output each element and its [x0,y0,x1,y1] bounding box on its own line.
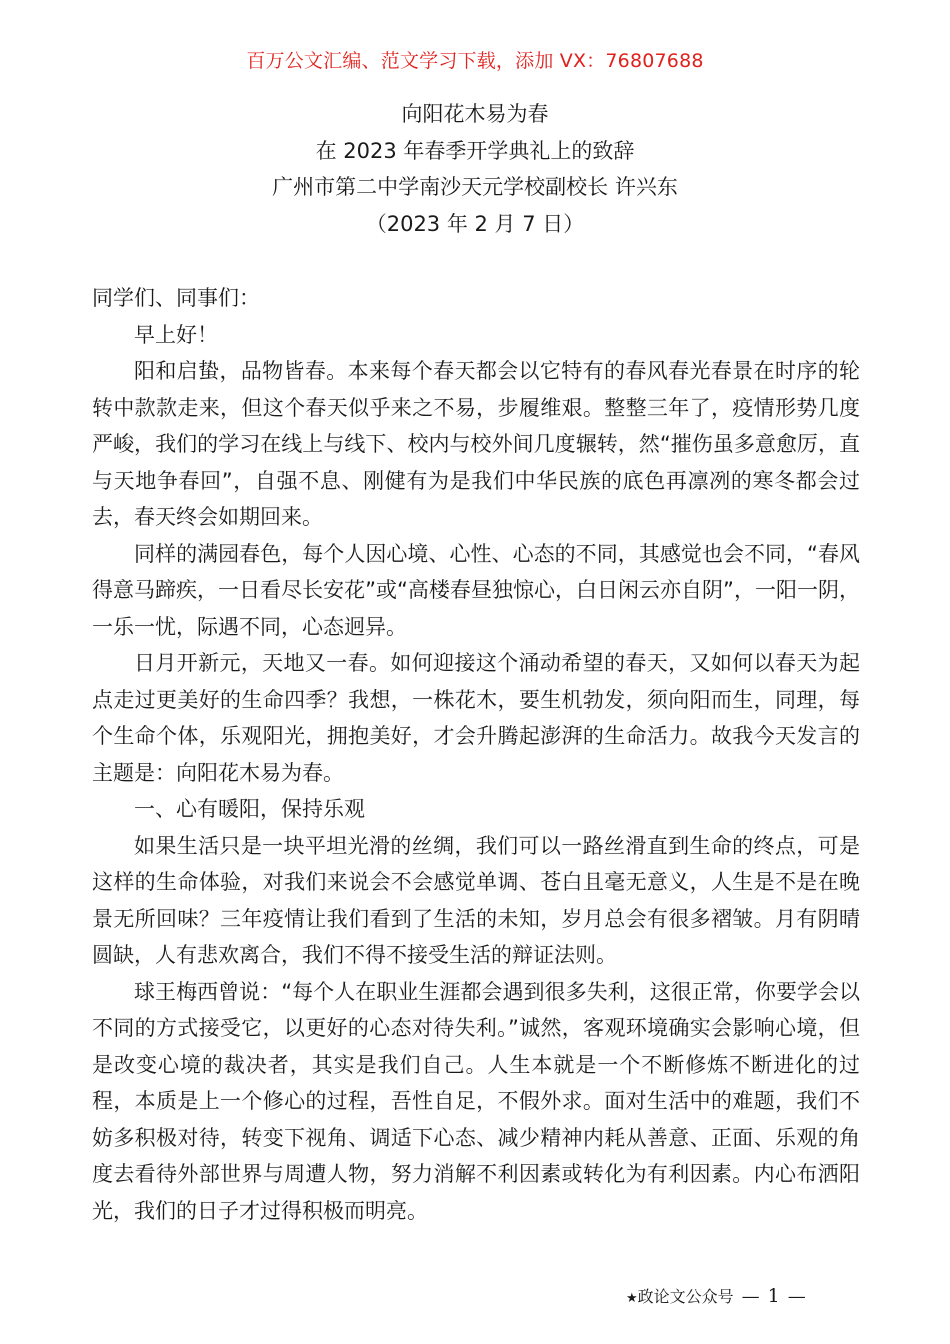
paragraph-1: 阳和启蛰，品物皆春。本来每个春天都会以它特有的春风春光春景在时序的轮转中款款走来，但这个春天似乎来之不易，步履维艰。整整三年了，疫情形势几度严峻，我们的学习在线上与线下、校内与校外间几度辗转，然“摧伤虽多意愈厉，直与天地争春回”，自强不息、刚健有为是我们中华民族的底色再凛冽的寒冬都会过去，春天终会如期回来。 [92,359,860,529]
footer-dash-left: — [741,1286,760,1307]
footer-dash-right: — [787,1286,806,1307]
star-icon: ★ [626,1291,638,1306]
paragraph-3: 日月开新元，天地又一春。如何迎接这个涌动希望的春天，又如何以春天为起点走过更美好的生命四季？我想，一株花木，要生机勃发，须向阳而生，同理，每个生命个体，乐观阳光，拥抱美好，才会升腾起澎湃的生命活力。故我今天发言的主题是：向阳花木易为春。 [92,651,860,785]
paragraph-2: 同样的满园春色，每个人因心境、心性、心态的不同，其感觉也会不同，“春风得意马蹄疾，一日看尽长安花”或“高楼春昼独惊心，白日闲云亦自阴”，一阳一阴，一乐一忧，际遇不同，心态迥异。 [92,541,860,639]
greeting: 早上好！ [134,322,218,347]
section-heading-1: 一、心有暖阳，保持乐观 [134,797,365,821]
page-footer [626,1284,814,1307]
speech-occasion: 在 2023 年春季开学典礼上的致辞 [315,138,635,163]
page-number: 1 [767,1285,780,1307]
speaker-line: 广州市第二中学南沙天元学校副校长 许兴东 [272,175,678,199]
title-block [0,96,950,242]
speech-title: 向阳花木易为春 [401,102,549,126]
speech-date: （2023 年 2 月 7 日） [365,211,585,236]
paragraph-4: 如果生活只是一块平坦光滑的丝绸，我们可以一路丝滑直到生命的终点，可是这样的生命体验，对我们来说会不会感觉单调、苍白且毫无意义，人生是不是在晚景无所回味？三年疫情让我们看到了生活的未知，岁月总会有很多褶皱。月有阴晴圆缺，人有悲欢离合，我们不得不接受生活的辩证法则。 [92,833,860,967]
paragraph-5: 球王梅西曾说：“每个人在职业生涯都会遇到很多失利，这很正常，你要学会以不同的方式接受它，以更好的心态对待失利。”诚然，客观环境确实会影响心境，但是改变心境的裁决者，其实是我们自己。人生本就是一个不断修炼不断进化的过程，本质是上一个修心的过程，吾性自足，不假外求。面对生活中的难题，我们不妨多积极对待，转变下视角、调适下心态、减少精神内耗从善意、正面、乐观的角度去看待外部世界与周遭人物，努力消解不利因素或转化为有利因素。内心布洒阳光，我们的日子才过得积极而明亮。 [92,979,860,1223]
header-note: 百万公文汇编、范文学习下载，添加 VX：76807688 [246,50,704,72]
body-text [92,280,860,1229]
salutation: 同学们、同事们： [92,286,260,310]
footer-label: 政论文公众号 [637,1287,734,1306]
